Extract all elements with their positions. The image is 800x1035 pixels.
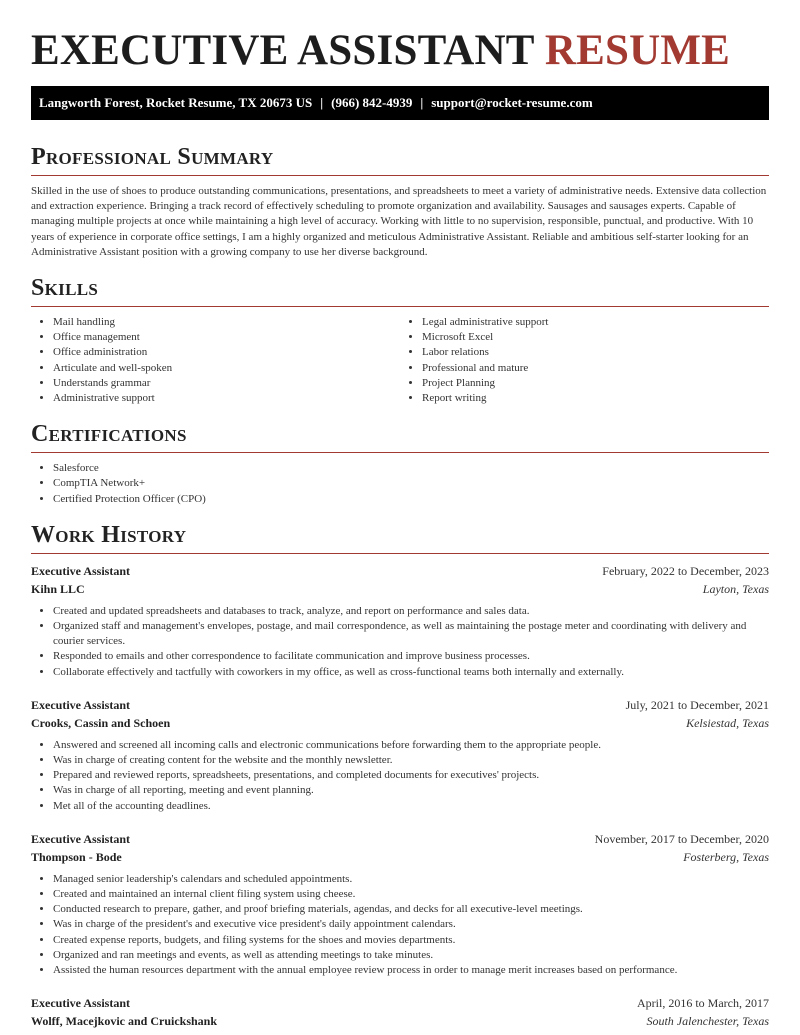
skill-item: • Microsoft Excel [422,330,769,345]
job-bullet: • Answered and screened all incoming calls and electronic communications before forwarding them to the appropriate people. [53,738,769,753]
job-dates: February, 2022 to December, 2023 [602,563,769,578]
job-company: Crooks, Cassin and Schoen [31,715,171,730]
job-bullet: • Was in charge of all reporting, meeting and event planning. [53,783,769,798]
job-header [31,696,769,714]
job-bullet: • Assisted the human resources department with the annual employee review process in order to manage merit increases based on performance. [53,963,769,978]
job-company: Kihn LLC [31,581,85,596]
job-header [31,562,769,580]
work-history-section [31,521,769,1030]
job-title: Executive Assistant [31,831,130,846]
job-bullet: • Organized and ran meetings and events, as well as attending meetings to take minutes. [53,948,769,963]
job-bullet: • Met all of the accounting deadlines. [53,799,769,814]
skills-section [31,274,769,406]
job-entry [31,696,769,814]
certification-item: • Certified Protection Officer (CPO) [53,492,769,507]
job-entry [31,994,769,1030]
skill-item: • Understands grammar [53,376,400,391]
job-subheader [31,848,769,866]
skill-item: • Office administration [53,345,400,360]
summary-heading: Professional Summary [31,143,769,176]
job-location: Kelsiestad, Texas [686,715,769,730]
job-dates: July, 2021 to December, 2021 [625,697,769,712]
job-company: Wolff, Macejkovic and Cruickshank [31,1014,218,1029]
title-main: EXECUTIVE ASSISTANT [31,27,534,74]
skill-item: • Professional and mature [422,361,769,376]
resume-title [31,0,769,86]
title-accent: RESUME [544,27,731,74]
skill-item: • Office management [53,330,400,345]
job-bullet: • Was in charge of the president's and executive vice president's daily appointment calendars. [53,917,769,932]
summary-text: Skilled in the use of shoes to produce outstanding communications, presentations, and spreadsheets to meet a variety of administrative needs. Extensive data collection and extraction experience. Bringing a track record of effectively scheduling to promote organization and availability. Sausages and sausages experts. Capable of managing multiple projects at once while maintaining a high level of accuracy. Working with little to no supervision, responsible, punctual, and productive. With 10 years of experience in corporate office settings, I am a highly organized and meticulous Administrative Assistant. Reliable and ambitious self-starter looking for an Administrative Assistant position with a growing company to use her diverse background. [31,185,767,258]
job-location: Layton, Texas [702,581,769,596]
job-bullet: • Managed senior leadership's calendars and scheduled appointments. [53,872,769,887]
skill-item: • Report writing [422,391,769,406]
job-bullet: • Prepared and reviewed reports, spreadsheets, presentations, and completed documents for executives' projects. [53,768,769,783]
contact-separator: | [420,95,424,110]
job-bullet: • Was in charge of creating content for the website and the monthly newsletter. [53,753,769,768]
job-location: Fosterberg, Texas [683,849,769,864]
job-bullets [31,738,769,814]
job-bullets [31,872,769,978]
job-header [31,994,769,1012]
skills-columns [31,315,769,406]
job-subheader [31,580,769,598]
certification-item: • CompTIA Network+ [53,476,769,491]
job-subheader [31,1012,769,1030]
job-title: Executive Assistant [31,563,130,578]
job-bullet: • Created expense reports, budgets, and filing systems for the shoes and movies departments. [53,933,769,948]
job-dates: April, 2016 to March, 2017 [637,996,769,1011]
skills-list-right [400,315,769,406]
job-title: Executive Assistant [31,697,130,712]
contact-phone[interactable]: (966) 842-4939 [331,95,413,110]
skill-item: • Legal administrative support [422,315,769,330]
contact-address: Langworth Forest, Rocket Resume, TX 20673 US [39,95,313,110]
skill-item: • Project Planning [422,376,769,391]
job-company: Thompson - Bode [31,849,122,864]
job-bullet: • Created and updated spreadsheets and databases to track, analyze, and report on performance and sales data. [53,604,769,619]
job-bullets [31,604,769,680]
skill-item: • Articulate and well-spoken [53,361,400,376]
skill-item: • Administrative support [53,391,400,406]
job-bullet: • Organized staff and management's envelopes, postage, and mail correspondence, as well as maintaining the postage meter and coordinating with delivery and courier services. [53,619,769,649]
job-location: South Jalenchester, Texas [646,1014,769,1029]
job-bullet: • Responded to emails and other correspondence to facilitate communication and improve business processes. [53,649,769,664]
certifications-list [31,461,769,507]
summary-section [31,143,769,260]
job-entry [31,562,769,680]
job-dates: November, 2017 to December, 2020 [594,831,769,846]
job-title: Executive Assistant [31,996,130,1011]
skills-list-left [31,315,400,406]
contact-bar [31,86,769,120]
job-bullet: • Created and maintained an internal client filing system using cheese. [53,887,769,902]
job-entry [31,830,769,978]
certifications-section [31,420,769,507]
contact-separator: | [320,95,324,110]
certifications-heading: Certifications [31,420,769,453]
job-header [31,830,769,848]
certification-item: • Salesforce [53,461,769,476]
contact-email[interactable]: support@rocket-resume.com [431,95,593,110]
work-history-heading: Work History [31,521,769,554]
skills-heading: Skills [31,274,769,307]
job-bullet: • Conducted research to prepare, gather, and proof briefing materials, agendas, and decks for all executive-level meetings. [53,902,769,917]
skill-item: • Labor relations [422,345,769,360]
skill-item: • Mail handling [53,315,400,330]
job-bullet: • Collaborate effectively and tactfully with coworkers in my office, as well as cross-functional teams both internally and externally. [53,665,769,680]
job-subheader [31,714,769,732]
